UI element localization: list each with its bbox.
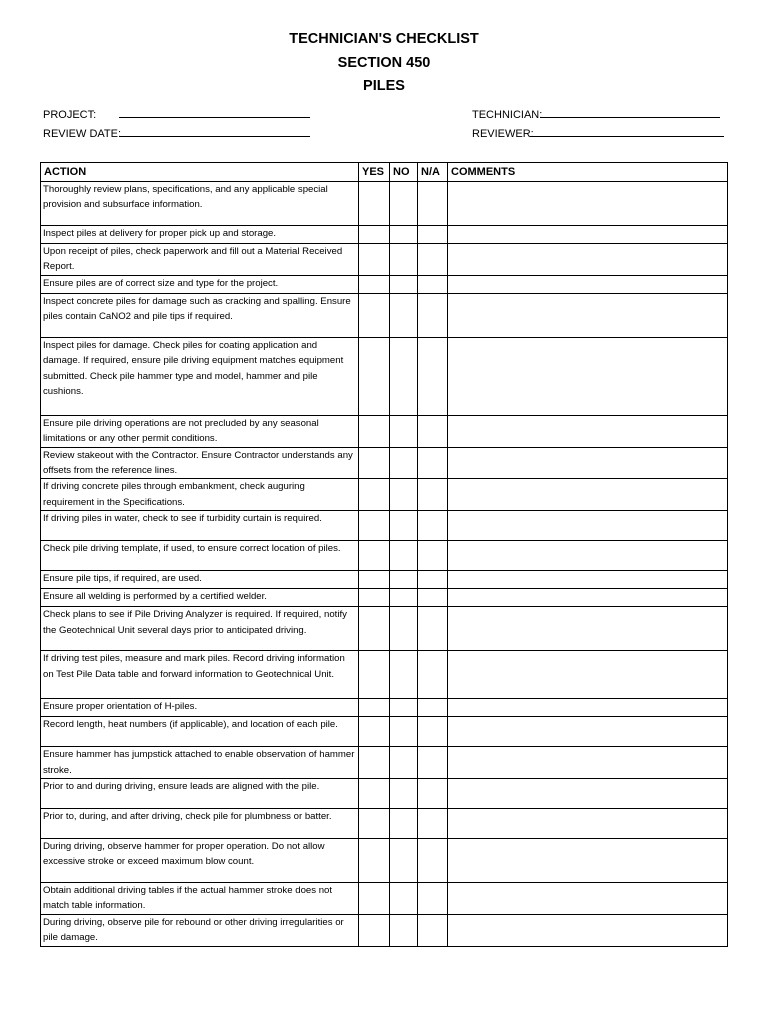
review-date-label: REVIEW DATE: (43, 128, 122, 140)
na-cell[interactable] (418, 226, 448, 244)
na-cell[interactable] (418, 809, 448, 839)
comments-cell[interactable] (448, 809, 728, 839)
na-cell[interactable] (418, 651, 448, 699)
no-cell[interactable] (390, 415, 418, 447)
yes-cell[interactable] (359, 883, 390, 915)
table-row (41, 699, 728, 717)
table-row (41, 747, 728, 779)
comments-cell[interactable] (448, 447, 728, 479)
yes-cell[interactable] (359, 226, 390, 244)
meta-right (472, 106, 724, 144)
comments-cell[interactable] (448, 293, 728, 337)
comments-cell[interactable] (448, 607, 728, 651)
no-cell[interactable] (390, 226, 418, 244)
section-subject: PILES (363, 78, 405, 94)
table-row (41, 607, 728, 651)
na-cell[interactable] (418, 699, 448, 717)
na-cell[interactable] (418, 779, 448, 809)
na-cell[interactable] (418, 571, 448, 589)
action-cell: Check pile driving template, if used, to ensure correct location of piles. (41, 541, 359, 571)
action-cell: If driving test piles, measure and mark piles. Record driving information on Test Pile Data table and forward information to Geotechnical Unit. (41, 651, 359, 699)
action-cell: Ensure pile driving operations are not precluded by any seasonal limitations or any other permit conditions. (41, 415, 359, 447)
review-date-field (43, 125, 310, 144)
na-cell[interactable] (418, 479, 448, 511)
meta-left (43, 106, 310, 144)
comments-cell[interactable] (448, 337, 728, 415)
column-header-comments: COMMENTS (448, 163, 728, 182)
yes-cell[interactable] (359, 511, 390, 541)
action-cell: Inspect concrete piles for damage such as cracking and spalling. Ensure piles contain CaNO2 and pile tips if required. (41, 293, 359, 337)
yes-cell[interactable] (359, 275, 390, 293)
yes-cell[interactable] (359, 607, 390, 651)
no-cell[interactable] (390, 747, 418, 779)
document-title: TECHNICIAN'S CHECKLIST (289, 31, 479, 47)
action-cell: Obtain additional driving tables if the actual hammer stroke does not match table information. (41, 883, 359, 915)
na-cell[interactable] (418, 914, 448, 946)
yes-cell[interactable] (359, 293, 390, 337)
table-row (41, 571, 728, 589)
table-row (41, 883, 728, 915)
action-cell: Prior to, during, and after driving, check pile for plumbness or batter. (41, 809, 359, 839)
column-header-yes: YES (359, 163, 390, 182)
na-cell[interactable] (418, 275, 448, 293)
column-header-na: N/A (418, 163, 448, 182)
na-cell[interactable] (418, 415, 448, 447)
yes-cell[interactable] (359, 182, 390, 226)
comments-cell[interactable] (448, 589, 728, 607)
na-cell[interactable] (418, 447, 448, 479)
no-cell[interactable] (390, 479, 418, 511)
comments-cell[interactable] (448, 747, 728, 779)
no-cell[interactable] (390, 293, 418, 337)
yes-cell[interactable] (359, 415, 390, 447)
comments-cell[interactable] (448, 275, 728, 293)
na-cell[interactable] (418, 182, 448, 226)
comments-cell[interactable] (448, 914, 728, 946)
no-cell[interactable] (390, 447, 418, 479)
comments-cell[interactable] (448, 182, 728, 226)
table-row (41, 293, 728, 337)
comments-cell[interactable] (448, 717, 728, 747)
no-cell[interactable] (390, 244, 418, 276)
comments-cell[interactable] (448, 479, 728, 511)
technician-blank[interactable] (540, 106, 720, 118)
reviewer-field (472, 125, 724, 144)
yes-cell[interactable] (359, 541, 390, 571)
column-header-action: ACTION (41, 163, 359, 182)
na-cell[interactable] (418, 747, 448, 779)
yes-cell[interactable] (359, 699, 390, 717)
project-blank[interactable] (119, 106, 310, 118)
comments-cell[interactable] (448, 571, 728, 589)
action-cell: Review stakeout with the Contractor. Ensure Contractor understands any offsets from the reference lines. (41, 447, 359, 479)
no-cell[interactable] (390, 607, 418, 651)
action-cell: Ensure piles are of correct size and type for the project. (41, 275, 359, 293)
comments-cell[interactable] (448, 779, 728, 809)
action-cell: Inspect piles for damage. Check piles for coating application and damage. If required, ensure pile driving equipment matches equipment submitted. Check pile hammer type and model, hammer and pile cushions. (41, 337, 359, 415)
table-row (41, 809, 728, 839)
action-cell: During driving, observe hammer for proper operation. Do not allow excessive stroke or exceed maximum blow count. (41, 839, 359, 883)
table-row (41, 244, 728, 276)
comments-cell[interactable] (448, 883, 728, 915)
action-cell: Thoroughly review plans, specifications, and any applicable special provision and subsurface information. (41, 182, 359, 226)
yes-cell[interactable] (359, 839, 390, 883)
na-cell[interactable] (418, 244, 448, 276)
table-row (41, 275, 728, 293)
yes-cell[interactable] (359, 244, 390, 276)
reviewer-blank[interactable] (530, 125, 724, 137)
table-row (41, 839, 728, 883)
review-date-blank[interactable] (119, 125, 310, 137)
comments-cell[interactable] (448, 244, 728, 276)
action-cell: If driving concrete piles through embankment, check auguring requirement in the Specifications. (41, 479, 359, 511)
no-cell[interactable] (390, 337, 418, 415)
na-cell[interactable] (418, 883, 448, 915)
comments-cell[interactable] (448, 415, 728, 447)
no-cell[interactable] (390, 511, 418, 541)
action-cell: Prior to and during driving, ensure leads are aligned with the pile. (41, 779, 359, 809)
action-cell: Ensure pile tips, if required, are used. (41, 571, 359, 589)
na-cell[interactable] (418, 839, 448, 883)
table-row (41, 479, 728, 511)
yes-cell[interactable] (359, 571, 390, 589)
yes-cell[interactable] (359, 447, 390, 479)
no-cell[interactable] (390, 809, 418, 839)
no-cell[interactable] (390, 182, 418, 226)
comments-cell[interactable] (448, 511, 728, 541)
no-cell[interactable] (390, 275, 418, 293)
yes-cell[interactable] (359, 809, 390, 839)
table-row (41, 651, 728, 699)
action-cell: Ensure hammer has jumpstick attached to enable observation of hammer stroke. (41, 747, 359, 779)
no-cell[interactable] (390, 839, 418, 883)
no-cell[interactable] (390, 541, 418, 571)
no-cell[interactable] (390, 651, 418, 699)
comments-cell[interactable] (448, 541, 728, 571)
header-row (41, 163, 728, 182)
yes-cell[interactable] (359, 779, 390, 809)
na-cell[interactable] (418, 511, 448, 541)
table-row (41, 541, 728, 571)
table-row (41, 511, 728, 541)
comments-cell[interactable] (448, 699, 728, 717)
section-number: SECTION 450 (337, 54, 431, 71)
no-cell[interactable] (390, 883, 418, 915)
no-cell[interactable] (390, 699, 418, 717)
yes-cell[interactable] (359, 651, 390, 699)
table-row (41, 589, 728, 607)
project-field (43, 106, 310, 125)
table-row (41, 914, 728, 946)
yes-cell[interactable] (359, 717, 390, 747)
table-row (41, 779, 728, 809)
yes-cell[interactable] (359, 479, 390, 511)
technician-label: TECHNICIAN: (472, 109, 543, 121)
project-label: PROJECT: (43, 109, 97, 121)
comments-cell[interactable] (448, 651, 728, 699)
comments-cell[interactable] (448, 226, 728, 244)
document-header (0, 28, 768, 99)
table-row (41, 337, 728, 415)
yes-cell[interactable] (359, 747, 390, 779)
table-row (41, 226, 728, 244)
na-cell[interactable] (418, 293, 448, 337)
reviewer-label: REVIEWER: (472, 128, 534, 140)
na-cell[interactable] (418, 541, 448, 571)
yes-cell[interactable] (359, 914, 390, 946)
na-cell[interactable] (418, 607, 448, 651)
table-row (41, 182, 728, 226)
yes-cell[interactable] (359, 337, 390, 415)
action-cell: Check plans to see if Pile Driving Analyzer is required. If required, notify the Geotechnical Unit several days prior to anticipated driving. (41, 607, 359, 651)
action-cell: Record length, heat numbers (if applicable), and location of each pile. (41, 717, 359, 747)
no-cell[interactable] (390, 779, 418, 809)
action-cell: If driving piles in water, check to see if turbidity curtain is required. (41, 511, 359, 541)
no-cell[interactable] (390, 717, 418, 747)
comments-cell[interactable] (448, 839, 728, 883)
technician-field (472, 106, 724, 125)
no-cell[interactable] (390, 914, 418, 946)
yes-cell[interactable] (359, 589, 390, 607)
column-header-no: NO (390, 163, 418, 182)
table-row (41, 447, 728, 479)
na-cell[interactable] (418, 337, 448, 415)
na-cell[interactable] (418, 717, 448, 747)
table-row (41, 717, 728, 747)
na-cell[interactable] (418, 589, 448, 607)
action-cell: Ensure proper orientation of H-piles. (41, 699, 359, 717)
action-cell: Ensure all welding is performed by a certified welder. (41, 589, 359, 607)
checklist-table (40, 162, 728, 947)
action-cell: Upon receipt of piles, check paperwork and fill out a Material Received Report. (41, 244, 359, 276)
table-row (41, 415, 728, 447)
no-cell[interactable] (390, 571, 418, 589)
no-cell[interactable] (390, 589, 418, 607)
action-cell: During driving, observe pile for rebound or other driving irregularities or pile damage. (41, 914, 359, 946)
action-cell: Inspect piles at delivery for proper pick up and storage. (41, 226, 359, 244)
